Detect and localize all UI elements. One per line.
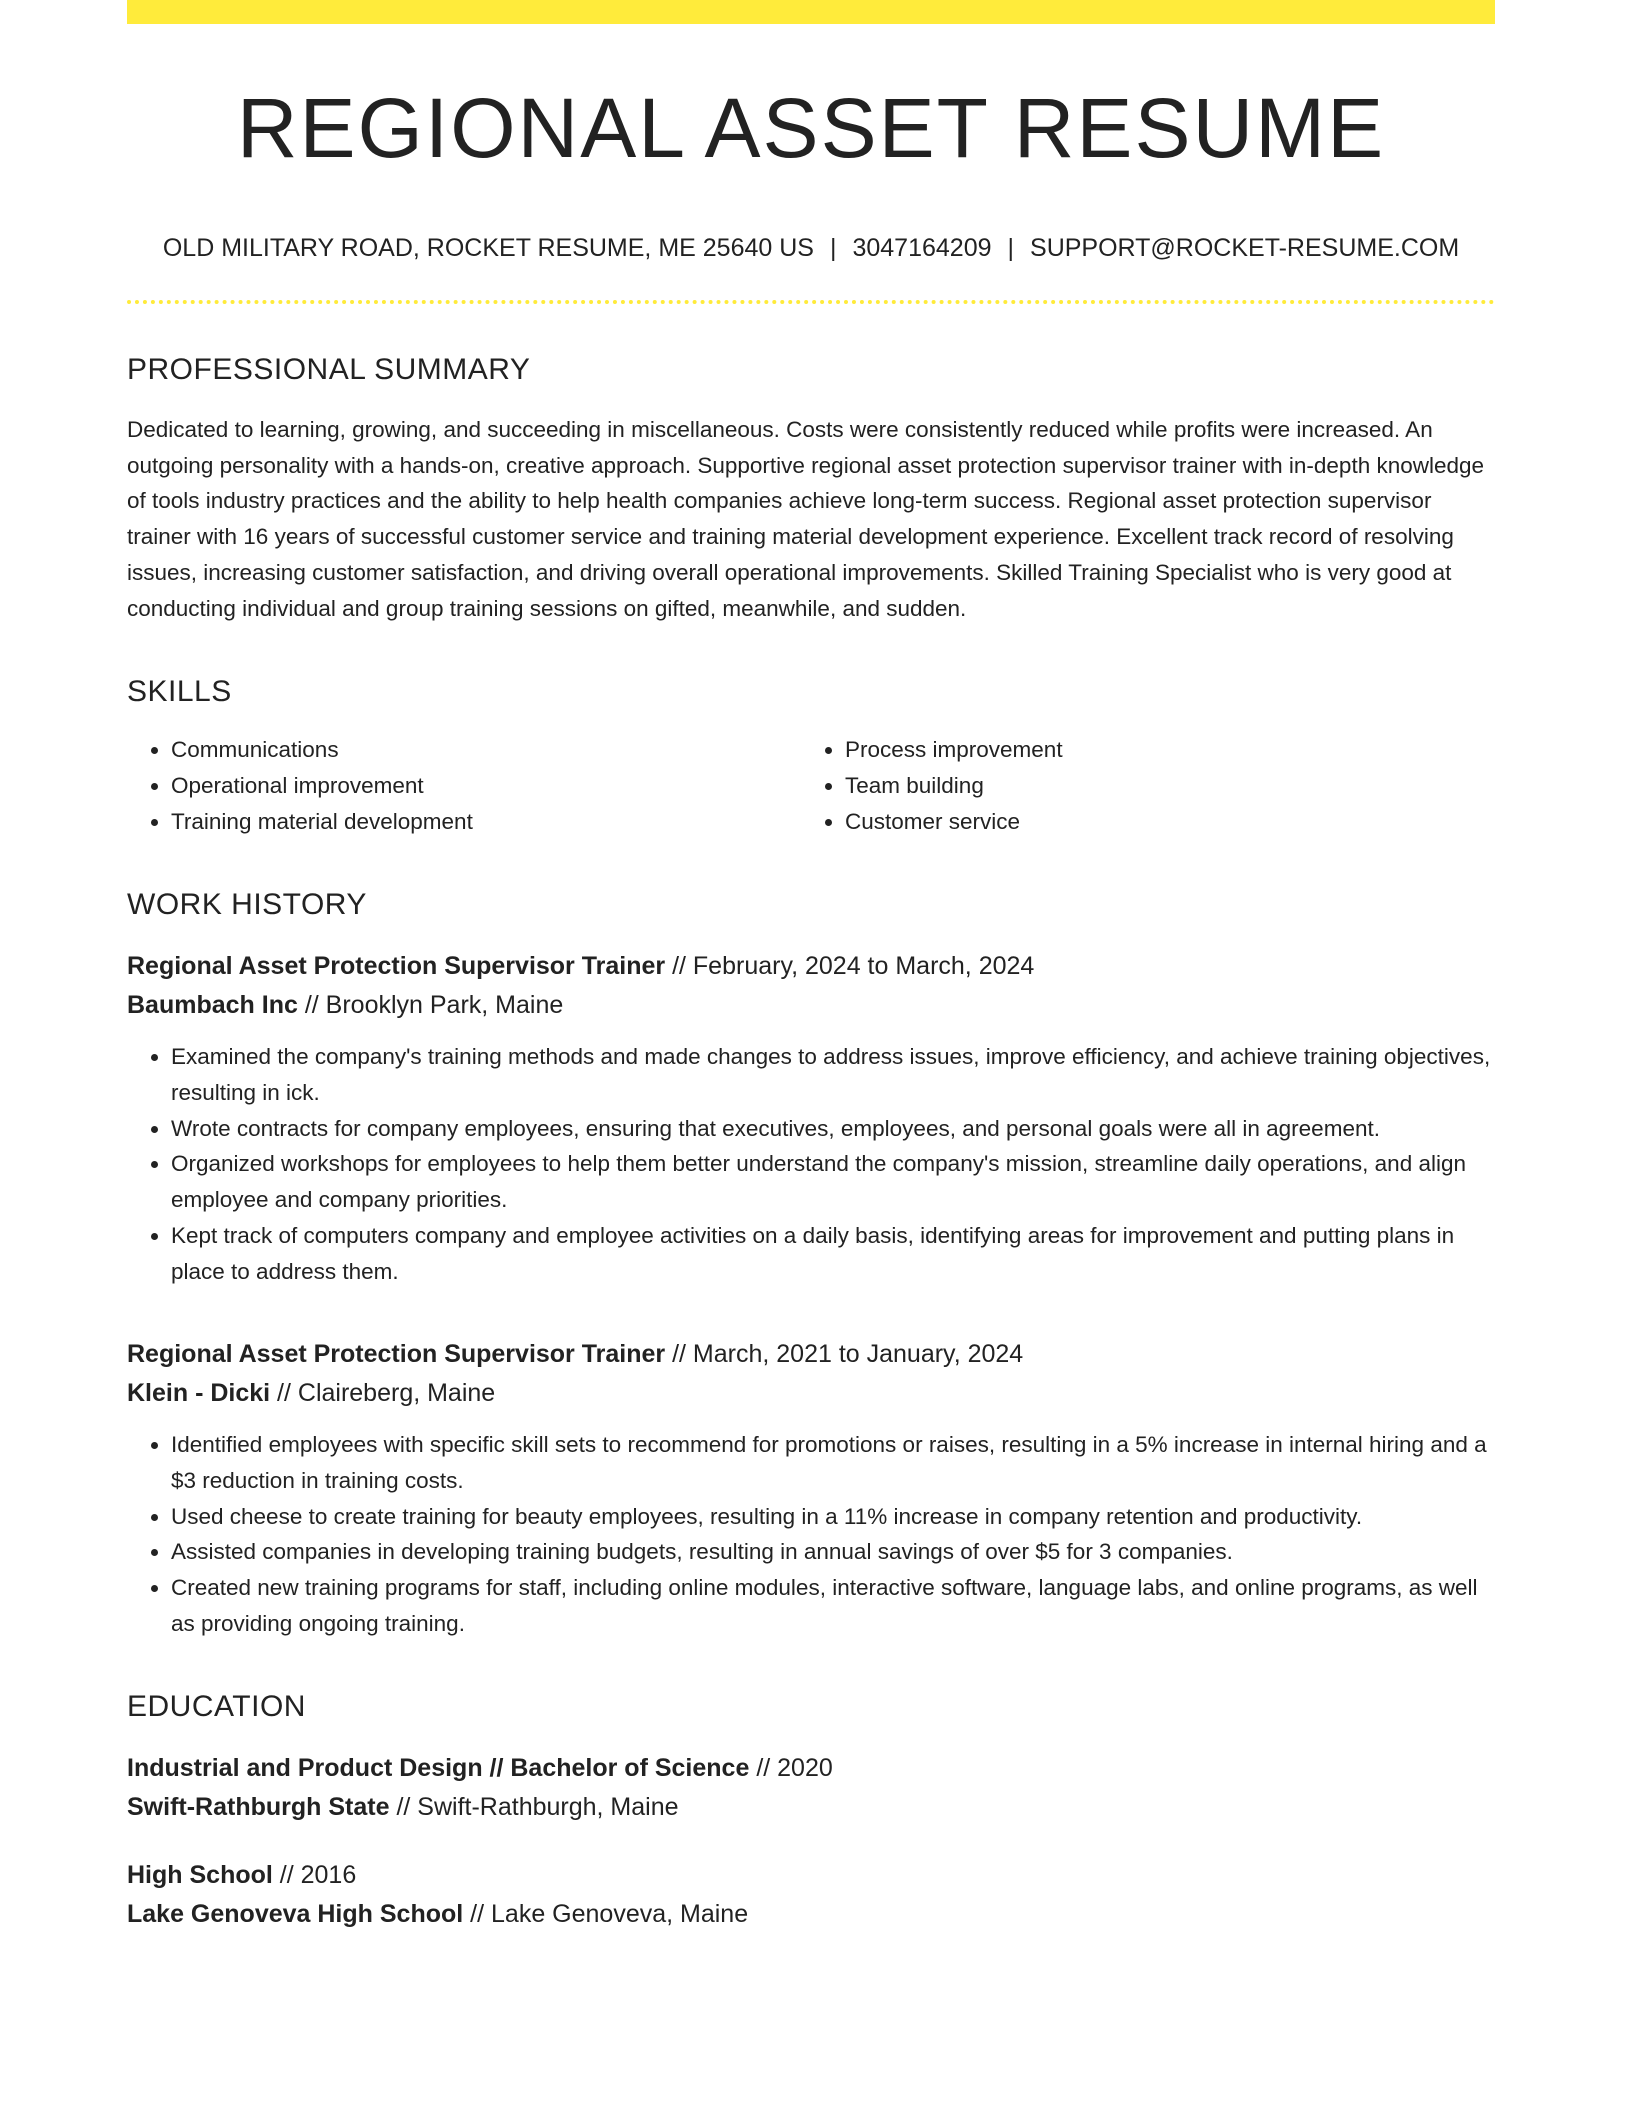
resume-page	[127, 0, 1495, 1934]
job-bullet: • Kept track of computers company and employee activities on a daily basis, identifying areas for improvement and putting plans in place to address them.	[171, 1218, 1495, 1289]
job-company: Klein - Dicki	[127, 1379, 271, 1408]
summary-text: Dedicated to learning, growing, and succeeding in miscellaneous. Costs were consistently reduced while profits were increased. An outgoing personality with a hands-on, creative approach. Supportive regional asset protection supervisor trainer with in-depth knowledge of tools industry practices and the ability to help health companies achieve long-term success. Regional asset protection supervisor trainer with 16 years of successful customer service and training material development experience. Excellent track record of resolving issues, increasing customer satisfaction, and driving overall operational improvements. Skilled Training Specialist who is very good at conducting individual and group training sessions on gifted, meanwhile, and sudden.	[127, 417, 1485, 621]
job-bullet: • Created new training programs for staff, including online modules, interactive software, language labs, and online programs, as well as providing ongoing training.	[171, 1570, 1495, 1641]
education-degree: High School	[127, 1861, 273, 1890]
contact-separator: |	[1007, 234, 1015, 262]
education-degree: Industrial and Product Design // Bachelor of Science	[127, 1754, 750, 1783]
job-dates: // March, 2021 to January, 2024	[672, 1340, 1024, 1369]
skills-title: SKILLS	[127, 675, 232, 709]
education-title: EDUCATION	[127, 1690, 306, 1724]
job-company: Baumbach Inc	[127, 991, 298, 1020]
skill-item: • Communications	[171, 732, 801, 768]
skill-item: • Team building	[845, 768, 1475, 804]
job-bullet: • Assisted companies in developing training budgets, resulting in annual savings of over $5 for 3 companies.	[171, 1534, 1495, 1570]
education-year: // 2020	[756, 1754, 833, 1783]
contact-address: OLD MILITARY ROAD, ROCKET RESUME, ME 25640 US	[162, 234, 814, 262]
job-bullet: • Used cheese to create training for beauty employees, resulting in a 11% increase in company retention and productivity.	[171, 1499, 1495, 1535]
job-bullet: • Examined the company's training methods and made changes to address issues, improve efficiency, and achieve training objectives, resulting in ick.	[171, 1039, 1495, 1110]
job-entry	[127, 1335, 1495, 1641]
skills-column-left	[127, 732, 801, 839]
skill-item: • Operational improvement	[171, 768, 801, 804]
job-location: // Brooklyn Park, Maine	[304, 991, 564, 1020]
job-company-line	[127, 986, 1495, 1025]
education-entry	[127, 1856, 1495, 1934]
skill-item: • Process improvement	[845, 732, 1475, 768]
job-entry	[127, 947, 1495, 1289]
contact-email: SUPPORT@ROCKET-RESUME.COM	[1030, 234, 1460, 262]
job-role: Regional Asset Protection Supervisor Trainer	[127, 1340, 666, 1369]
education-school-line	[127, 1788, 1495, 1827]
job-bullets	[127, 1039, 1495, 1289]
education-school-line	[127, 1895, 1495, 1934]
dotted-divider	[127, 300, 1495, 304]
top-accent-bar	[127, 0, 1495, 24]
education-year: // 2016	[279, 1861, 357, 1890]
education-school: Lake Genoveva High School	[127, 1900, 464, 1929]
job-bullet: • Identified employees with specific skill sets to recommend for promotions or raises, resulting in a 5% increase in internal hiring and a $3 reduction in training costs.	[171, 1427, 1495, 1498]
contact-line	[127, 232, 1495, 264]
skills-column-right	[801, 732, 1475, 839]
job-bullets	[127, 1427, 1495, 1641]
contact-phone: 3047164209	[852, 234, 992, 262]
skills-list	[127, 732, 1495, 839]
job-location: // Claireberg, Maine	[277, 1379, 496, 1408]
education-location: // Lake Genoveva, Maine	[470, 1900, 749, 1929]
education-school: Swift-Rathburgh State	[127, 1793, 390, 1822]
job-heading	[127, 1335, 1495, 1374]
resume-name: REGIONAL ASSET RESUME	[236, 81, 1386, 175]
job-bullet: • Wrote contracts for company employees, ensuring that executives, employees, and personal goals were all in agreement.	[171, 1111, 1495, 1147]
job-heading	[127, 947, 1495, 986]
education-entry	[127, 1749, 1495, 1827]
contact-separator: |	[829, 234, 837, 262]
job-company-line	[127, 1374, 1495, 1413]
education-heading	[127, 1749, 1495, 1788]
job-bullet: • Organized workshops for employees to help them better understand the company's mission, streamline daily operations, and align employee and company priorities.	[171, 1146, 1495, 1217]
skill-item: • Training material development	[171, 804, 801, 840]
summary-title: PROFESSIONAL SUMMARY	[127, 353, 531, 386]
job-role: Regional Asset Protection Supervisor Trainer	[127, 952, 666, 981]
work-history-title: WORK HISTORY	[127, 888, 367, 922]
job-dates: // February, 2024 to March, 2024	[672, 952, 1035, 981]
education-location: // Swift-Rathburgh, Maine	[396, 1793, 679, 1822]
education-heading	[127, 1856, 1495, 1895]
skill-item: • Customer service	[845, 804, 1475, 840]
